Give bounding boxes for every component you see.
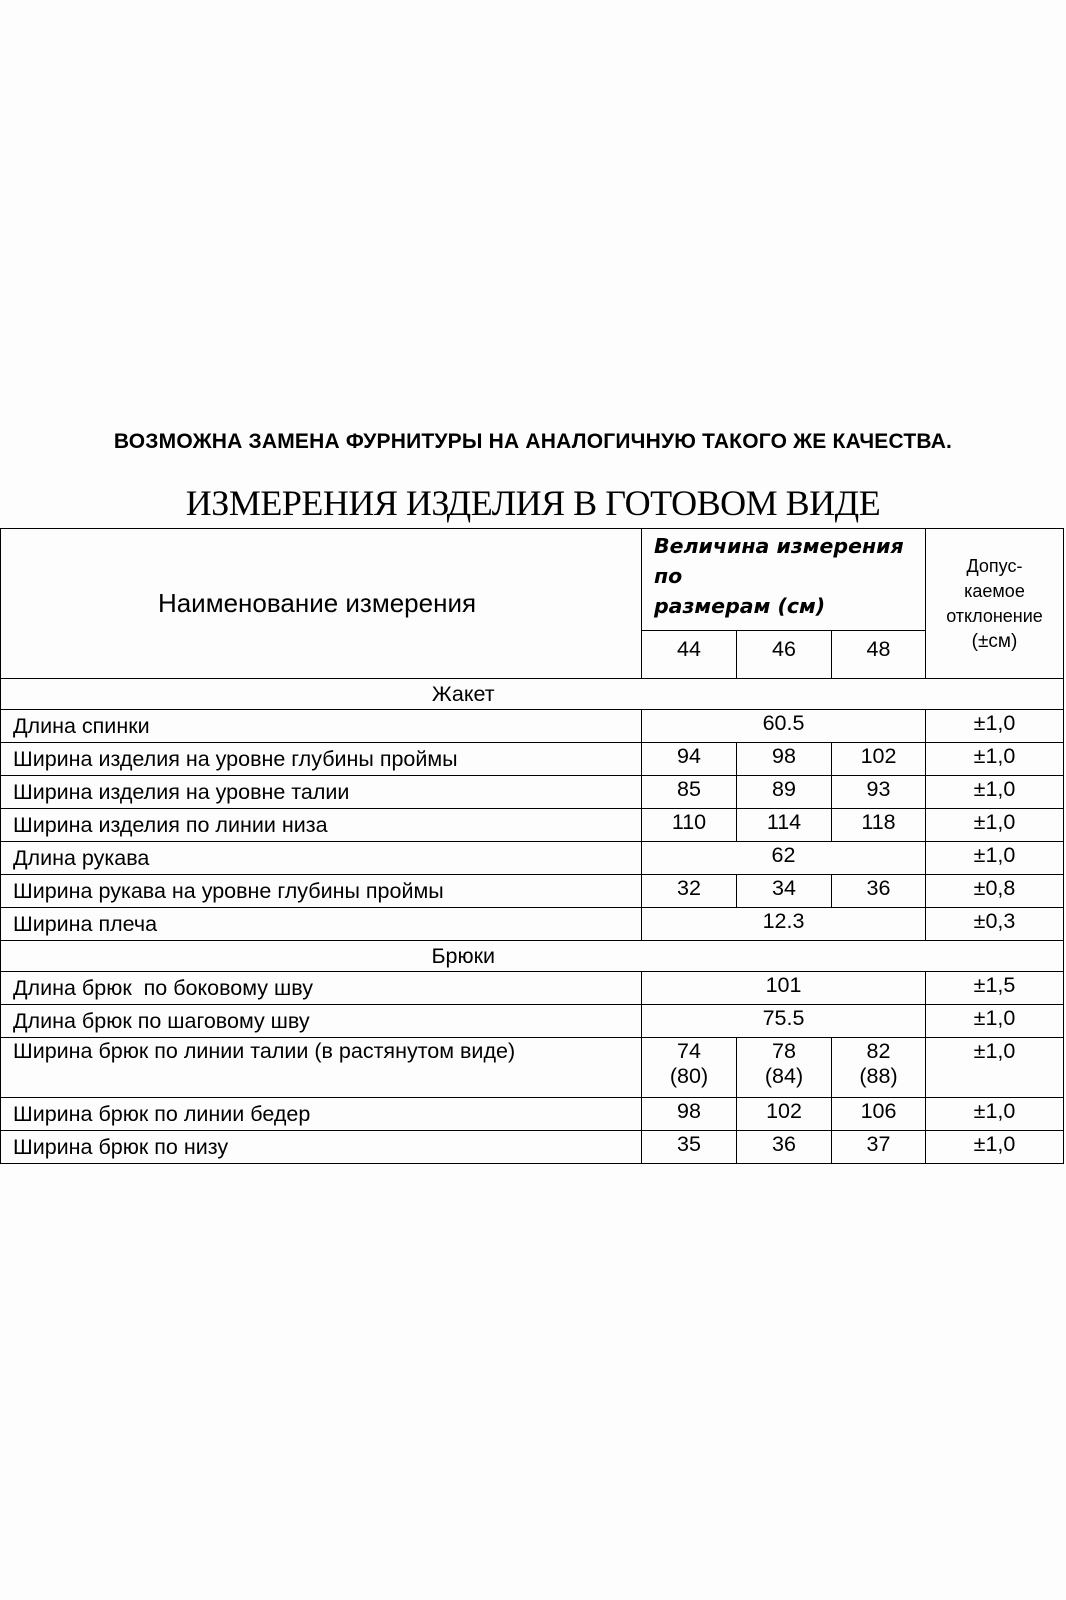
replacement-notice: ВОЗМОЖНА ЗАМЕНА ФУРНИТУРЫ НА АНАЛОГИЧНУЮ ТАКОГО ЖЕ КАЧЕСТВА. [113,430,953,453]
row-tolerance: ±1,0 [926,842,1064,875]
row-label: Ширина брюк по линии бедер [1,1098,642,1131]
row-tolerance: ±1,0 [926,1005,1064,1038]
size-48: 48 [832,631,926,679]
table-row [1,1038,1064,1098]
row-value-48: 118 [832,809,926,842]
table-row [1,842,1064,875]
header-name: Наименование измерения [1,529,642,679]
row-value-46: 36 [737,1131,832,1164]
row-value-main: 78 [772,1039,796,1063]
row-value-main: 74 [677,1039,701,1063]
table-row [1,1131,1064,1164]
row-label: Ширина плеча [1,908,642,941]
row-label: Ширина изделия на уровне глубины проймы [1,743,642,776]
table-row [1,875,1064,908]
row-tolerance: ±1,0 [926,710,1064,743]
header-tol-line1: Допус- [966,555,1023,576]
section-empty [926,679,1064,710]
row-label: Длина брюк по шаговому шву [1,1005,642,1038]
section-jacket [1,679,1064,710]
header-tol-line3: отклонение [946,605,1043,626]
row-value-44: 98 [642,1098,737,1131]
section-label: Жакет [1,679,926,710]
row-value-stretched: (80) [669,1064,709,1088]
header-sizes-line2: размерам (см) [654,594,826,618]
measurement-table [0,528,1064,1164]
table-row [1,776,1064,809]
row-value-48: 102 [832,743,926,776]
row-value-main: 82 [866,1039,891,1063]
table-row [1,710,1064,743]
row-label: Ширина изделия на уровне талии [1,776,642,809]
section-empty [926,941,1064,972]
row-tolerance: ±1,0 [926,1038,1064,1098]
row-tolerance: ±1,5 [926,972,1064,1005]
size-44: 44 [642,631,737,679]
header-tol-line4: (±см) [971,630,1018,652]
row-value-48 [832,1038,926,1098]
row-value-44: 35 [642,1131,737,1164]
row-tolerance: ±1,0 [926,809,1064,842]
row-label: Длина спинки [1,710,642,743]
row-label: Длина брюк по боковому шву [1,972,642,1005]
row-tolerance: ±1,0 [926,1098,1064,1131]
table-row [1,809,1064,842]
row-label: Длина рукава [1,842,642,875]
table-title: ИЗМЕРЕНИЯ ИЗДЕЛИЯ В ГОТОВОМ ВИДЕ [185,483,881,523]
table-row [1,743,1064,776]
header-sizes [642,529,926,631]
row-label: Ширина рукава на уровне глубины проймы [1,875,642,908]
table-row [1,1005,1064,1038]
row-value-stretched: (84) [764,1064,804,1088]
header-tol-line2: каемое [964,580,1025,601]
row-value-44: 110 [642,809,737,842]
row-label: Ширина изделия по линии низа [1,809,642,842]
row-tolerance: ±1,0 [926,1131,1064,1164]
section-label: Брюки [1,941,926,972]
row-value-46 [737,1038,832,1098]
table-row [1,972,1064,1005]
row-label: Ширина брюк по линии талии (в растянутом виде) [1,1038,642,1098]
row-label: Ширина брюк по низу [1,1131,642,1164]
row-value: 60.5 [642,710,926,743]
row-value: 62 [642,842,926,875]
section-trousers [1,941,1064,972]
row-tolerance: ±0,3 [926,908,1064,941]
row-value: 101 [642,972,926,1005]
table-row [1,1098,1064,1131]
row-value-46: 34 [737,875,832,908]
row-value-48: 93 [832,776,926,809]
row-value-46: 114 [737,809,832,842]
row-value-48: 106 [832,1098,926,1131]
header-row [1,529,1064,631]
row-value: 12.3 [642,908,926,941]
row-value-44: 94 [642,743,737,776]
row-value-44 [642,1038,737,1098]
row-tolerance: ±1,0 [926,743,1064,776]
row-value-44: 32 [642,875,737,908]
row-value-46: 98 [737,743,832,776]
row-value-46: 102 [737,1098,832,1131]
header-tolerance [926,529,1064,679]
header-sizes-line1: Величина измерения по [654,534,904,588]
row-value: 75.5 [642,1005,926,1038]
row-tolerance: ±0,8 [926,875,1064,908]
row-tolerance: ±1,0 [926,776,1064,809]
table-row [1,908,1064,941]
row-value-44: 85 [642,776,737,809]
row-value-46: 89 [737,776,832,809]
size-46: 46 [737,631,832,679]
row-value-stretched: (88) [859,1064,898,1088]
row-value-48: 37 [832,1131,926,1164]
row-value-48: 36 [832,875,926,908]
